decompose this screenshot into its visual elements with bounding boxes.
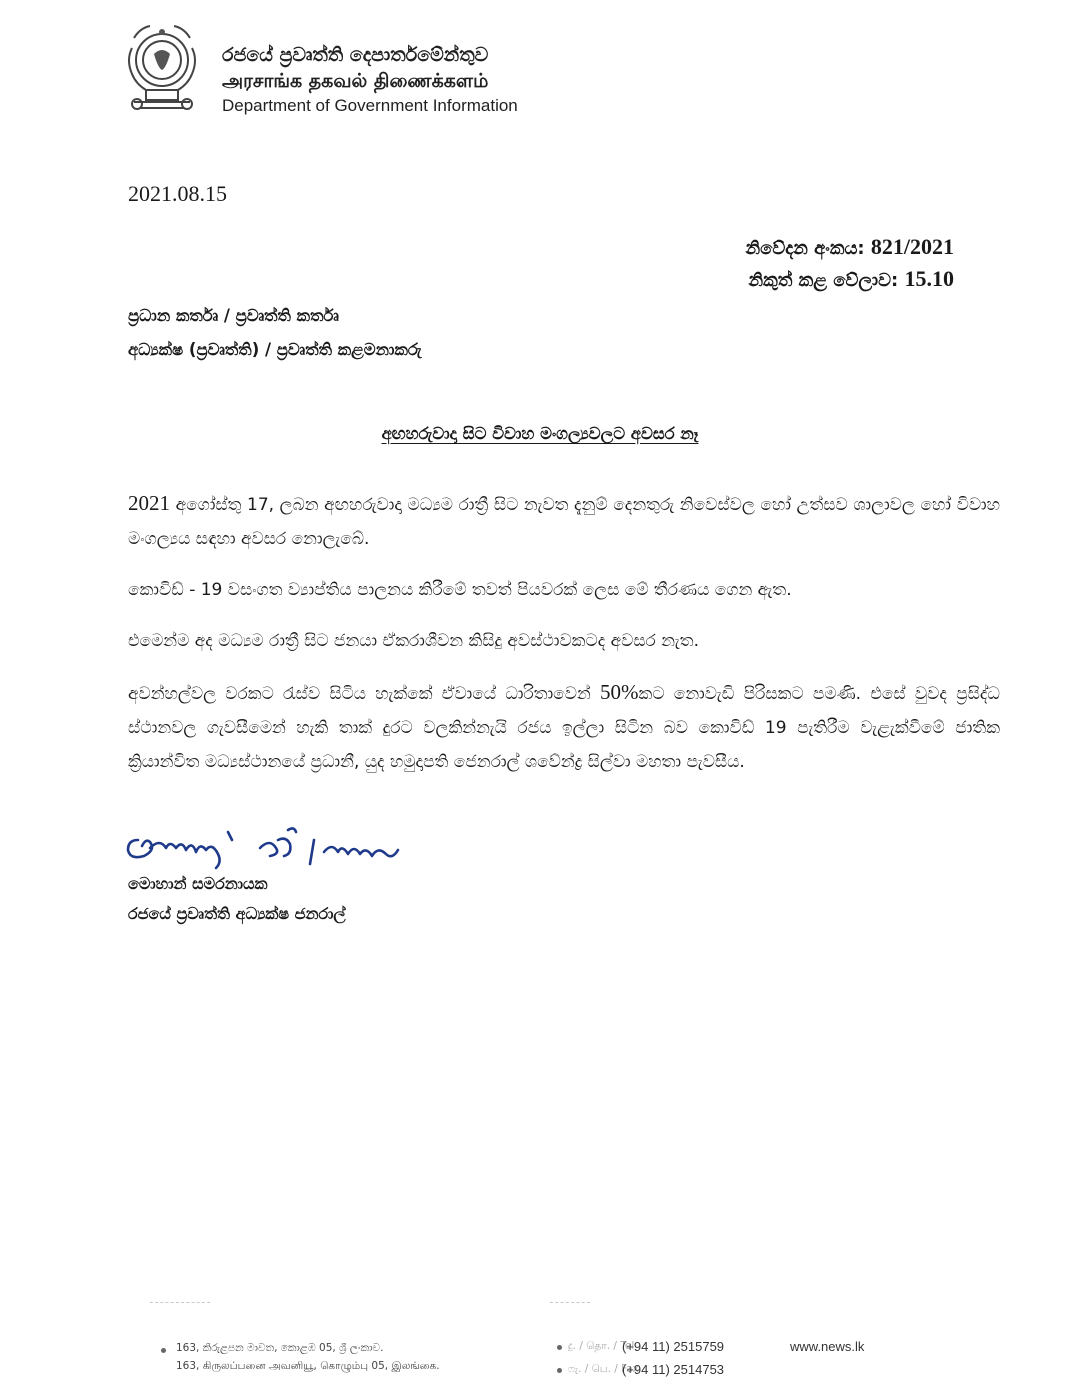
signatory-name: මොහාන් සමරනායක — [128, 874, 268, 893]
body-paragraph-1 — [128, 486, 1000, 556]
footer-address-tamil: 163, கிருலப்பனை அவனியூ, கொழும்பு 05, இலங்கை. — [176, 1360, 440, 1372]
release-date: 2021.08.15 — [128, 181, 227, 206]
body-paragraph-2: කොවිඩ් - 19 වසංගත ව්‍යාප්තිය පාලනය කිරීමේ තවත් පියවරක් ලෙස මේ තීරණය ගෙන ඇත. — [128, 580, 792, 600]
release-time-label: නිකුත් කළ වේලාව: — [748, 270, 899, 291]
addressee-line-2: අධ්‍යක්ෂ (ප්‍රවෘත්ති) / ප්‍රවෘත්ති කළමනාකරු — [128, 340, 422, 359]
footer-bullet-fax — [557, 1368, 562, 1373]
footer-website[interactable]: www.news.lk — [790, 1339, 865, 1354]
footer-address-sinhala: 163, කිරුළපන මාවත, කොළඹ 05, ශ්‍රී ලංකාව. — [176, 1342, 384, 1354]
subject-text: අඟහරුවාදා සිට විවාහ මංගල්‍යවලට අවසර නෑ — [381, 424, 699, 443]
body-year: 2021 — [128, 491, 170, 515]
body-paragraph-1-text: අගෝස්තු 17, ලබන අඟහරුවාදා මධ්‍යම රාත්‍රී සිට නැවත දැනුම් දෙනතුරු නිවෙස්වල හෝ උත්සව ශාලාවල හෝ විවාහ මංගල්‍යය සඳහා අවසර නොලැබේ. — [128, 495, 1001, 549]
signatory-title: රජයේ ප්‍රවෘත්ති අධ්‍යක්ෂ ජනරාල් — [128, 904, 346, 923]
press-release-body — [128, 486, 1000, 796]
addressee-line-1: ප්‍රධාන කර්තෘ / ප්‍රවෘත්ති කර්තෘ — [128, 306, 339, 325]
subject-heading — [0, 424, 1080, 444]
body-paragraph-4 — [128, 675, 1000, 779]
footer-divider-right — [550, 1302, 590, 1303]
footer-divider-left — [150, 1302, 210, 1303]
department-name-tamil: அரசாங்க தகவல் திணைக்களம் — [222, 70, 489, 92]
capacity-percent: 50% — [600, 680, 639, 704]
footer-bullet-address — [161, 1348, 166, 1353]
body-paragraph-3: එමෙන්ම අද මධ්‍යම රාත්‍රී සිට ජනයා ඒකරාශීවන කිසිදු අවස්ථාවකටද අවසර නැත. — [128, 631, 699, 651]
footer-phone-number: (+94 11) 2515759 — [622, 1339, 725, 1354]
footer-bullet-phone — [557, 1345, 562, 1350]
body-paragraph-4-start: අවන්හල්වල වරකට රැස්ව සිටිය හැක්කේ ඒවායේ ධාරිතාවෙන් — [128, 684, 601, 704]
government-emblem-icon — [120, 18, 204, 118]
signature-icon — [120, 818, 405, 876]
release-time: 15.10 — [904, 266, 954, 291]
footer-fax-number: (+94 11) 2514753 — [622, 1362, 725, 1377]
footer-phone-label: දු. / தொ. / Tel — [568, 1340, 635, 1352]
department-name-sinhala: රජයේ ප්‍රවෘත්ති දෙපාර්තමේන්තුව — [222, 44, 489, 66]
footer-fax-label: ෆැ. / பெ. / Fax — [568, 1363, 639, 1375]
release-number-label: නිවේදන අංකය: — [745, 238, 865, 259]
department-name-english: Department of Government Information — [222, 96, 518, 115]
release-time-line — [748, 266, 954, 292]
release-number: 821/2021 — [870, 234, 954, 259]
release-number-line — [745, 234, 954, 260]
body-paragraph-4-end: කට නොවැඩි පිරිසකට පමණි. එසේ වුවද ප්‍රසිද්ධ ස්ථානවල ගැවසීමෙන් හැකි තාක් දුරට වලකින්නැයි රජය ඉල්ලා සිටින බව කොවිඩ් 19 පැතිරීම වැළැක්වීමේ ජාතික ක්‍රියාන්විත මධ්‍යස්ථානයේ ප්‍රධානී, යුද හමුදාපති ජෙනරාල් ශවේන්ද්‍ර සිල්වා මහතා පැවසීය. — [128, 684, 1000, 772]
